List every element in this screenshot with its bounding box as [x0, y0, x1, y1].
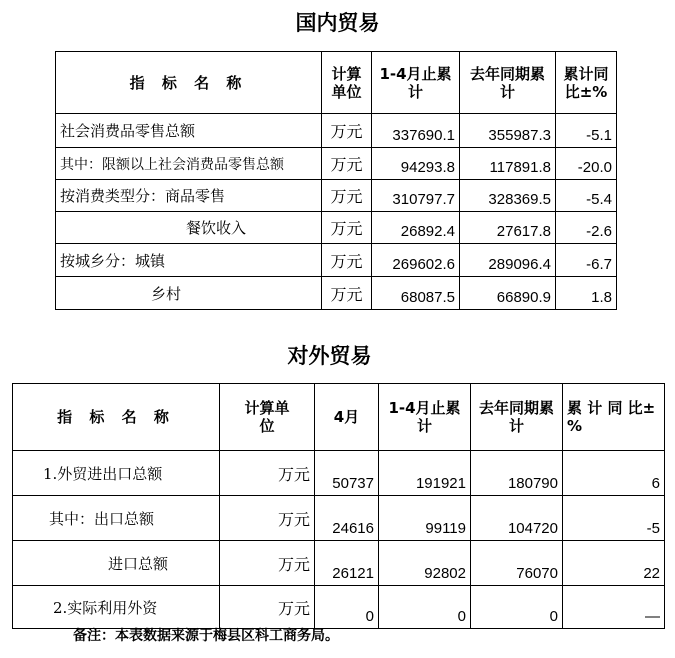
row-growth: -2.6: [556, 212, 617, 244]
row-unit: 万元: [220, 451, 315, 496]
row-growth: -5.1: [556, 114, 617, 148]
row-name: 社会消费品零售总额: [56, 114, 322, 148]
row-growth: 1.8: [556, 277, 617, 310]
row-month: 24616: [315, 496, 379, 541]
header-unit: 计算单位: [322, 52, 372, 114]
table-row: [13, 496, 665, 541]
source-note: 备注：本表数据来源于梅县区科工商务局。: [73, 628, 339, 644]
row-cumulative: 68087.5: [372, 277, 460, 310]
row-name: 按城乡分：城镇: [56, 244, 322, 277]
row-name: 进口总额: [13, 541, 220, 586]
row-month: 26121: [315, 541, 379, 586]
row-name: 1.外贸进出口总额: [13, 451, 220, 496]
table-row: [56, 244, 617, 277]
row-unit: 万元: [322, 114, 372, 148]
row-cumulative: 310797.7: [372, 180, 460, 212]
header-indicator: 指 标 名 称: [56, 52, 322, 114]
row-unit: 万元: [220, 496, 315, 541]
row-last-year: 117891.8: [460, 148, 556, 180]
foreign-trade-table: [12, 383, 665, 629]
row-cumulative: 337690.1: [372, 114, 460, 148]
row-last-year: 27617.8: [460, 212, 556, 244]
row-unit: 万元: [220, 586, 315, 629]
row-cumulative: 94293.8: [372, 148, 460, 180]
row-last-year: 66890.9: [460, 277, 556, 310]
header-growth: 累 计 同 比±%: [563, 384, 665, 451]
row-growth: -20.0: [556, 148, 617, 180]
row-cumulative: 26892.4: [372, 212, 460, 244]
row-name: 乡村: [56, 277, 322, 310]
header-indicator: 指 标 名 称: [13, 384, 220, 451]
row-name: 按消费类型分：商品零售: [56, 180, 322, 212]
row-growth: 6: [563, 451, 665, 496]
row-cumulative: 99119: [379, 496, 471, 541]
row-cumulative: 0: [379, 586, 471, 629]
row-last-year: 104720: [471, 496, 563, 541]
row-unit: 万元: [322, 180, 372, 212]
foreign-trade-title: 对外贸易: [287, 344, 372, 368]
row-last-year: 180790: [471, 451, 563, 496]
table-row: [56, 148, 617, 180]
row-growth: -5: [563, 496, 665, 541]
row-growth: 22: [563, 541, 665, 586]
row-name: 2.实际利用外资: [13, 586, 220, 629]
table-row: [56, 212, 617, 244]
header-unit: 计算单位: [220, 384, 315, 451]
row-month: 50737: [315, 451, 379, 496]
header-cumulative: 1-4月止累计: [372, 52, 460, 114]
table-header-row: [56, 52, 617, 114]
row-cumulative: 269602.6: [372, 244, 460, 277]
domestic-trade-title: 国内贸易: [295, 11, 380, 35]
row-unit: 万元: [322, 212, 372, 244]
row-last-year: 328369.5: [460, 180, 556, 212]
row-name: 餐饮收入: [56, 212, 322, 244]
row-name: 其中：出口总额: [13, 496, 220, 541]
row-last-year: 289096.4: [460, 244, 556, 277]
row-unit: 万元: [322, 148, 372, 180]
header-month: 4月: [315, 384, 379, 451]
row-last-year: 355987.3: [460, 114, 556, 148]
table-row: [13, 586, 665, 629]
table-header-row: [13, 384, 665, 451]
table-row: [56, 180, 617, 212]
table-row: [56, 277, 617, 310]
row-month: 0: [315, 586, 379, 629]
row-cumulative: 92802: [379, 541, 471, 586]
row-last-year: 0: [471, 586, 563, 629]
row-growth: —: [563, 586, 665, 629]
row-unit: 万元: [322, 277, 372, 310]
header-last-year: 去年同期累计: [460, 52, 556, 114]
row-growth: -5.4: [556, 180, 617, 212]
header-cumulative: 1-4月止累计: [379, 384, 471, 451]
row-unit: 万元: [322, 244, 372, 277]
table-row: [13, 451, 665, 496]
row-cumulative: 191921: [379, 451, 471, 496]
table-row: [56, 114, 617, 148]
domestic-trade-table: [55, 51, 617, 310]
row-unit: 万元: [220, 541, 315, 586]
header-growth: 累计同比±%: [556, 52, 617, 114]
header-last-year: 去年同期累计: [471, 384, 563, 451]
row-last-year: 76070: [471, 541, 563, 586]
table-row: [13, 541, 665, 586]
row-growth: -6.7: [556, 244, 617, 277]
row-name: 其中：限额以上社会消费品零售总额: [56, 148, 322, 180]
